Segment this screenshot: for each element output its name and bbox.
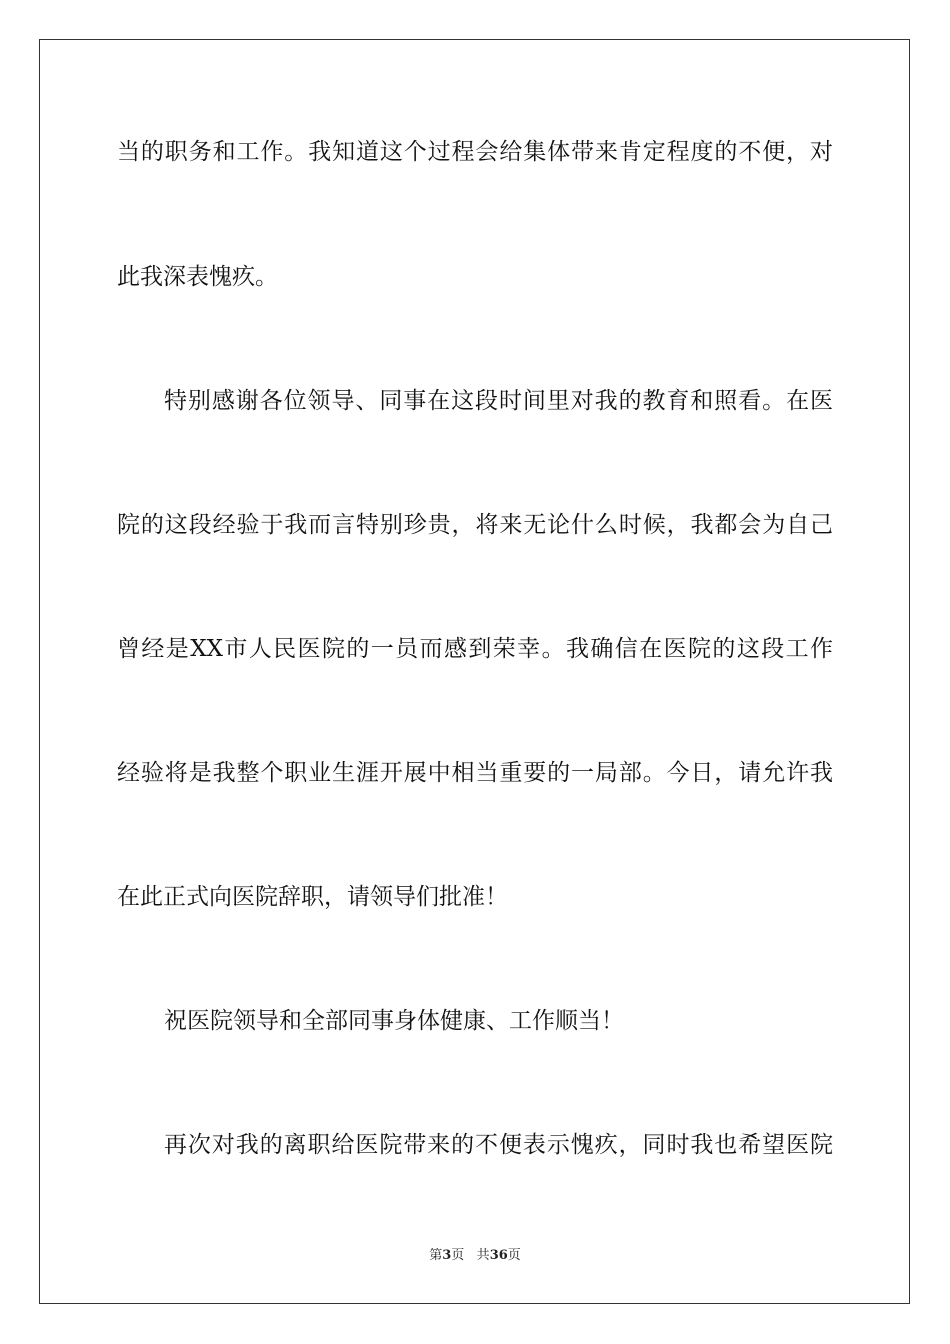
footer-page-suffix: 页	[451, 1248, 465, 1263]
body-line-3: 特别感谢各位领导、同事在这段时间里对我的教育和照看。在医	[164, 388, 833, 414]
body-line-1: 当的职务和工作。我知道这个过程会给集体带来肯定程度的不便，对	[117, 139, 833, 165]
footer-page-current: 3	[442, 1248, 452, 1263]
body-line-4: 院的这段经验于我而言特别珍贵，将来无论什么时候，我都会为自己	[117, 512, 833, 538]
body-line-2: 此我深表愧疚。	[117, 264, 278, 290]
footer-page-total: 36	[489, 1248, 508, 1263]
footer-total-suffix: 页	[507, 1248, 521, 1263]
body-line-6: 经验将是我整个职业生涯开展中相当重要的一局部。今日，请允许我	[117, 760, 833, 786]
footer-page-prefix: 第	[429, 1248, 443, 1263]
body-line-7: 在此正式向医院辞职，请领导们批准！	[117, 884, 508, 910]
page-footer	[0, 1247, 950, 1265]
footer-total-prefix: 共	[476, 1248, 490, 1263]
body-line-8: 祝医院领导和全部同事身体健康、工作顺当！	[164, 1008, 624, 1034]
body-line-5: 曾经是XX市人民医院的一员而感到荣幸。我确信在医院的这段工作	[117, 636, 833, 662]
page-frame	[39, 39, 910, 1304]
body-line-9: 再次对我的离职给医院带来的不便表示愧疚，同时我也希望医院	[164, 1132, 833, 1158]
